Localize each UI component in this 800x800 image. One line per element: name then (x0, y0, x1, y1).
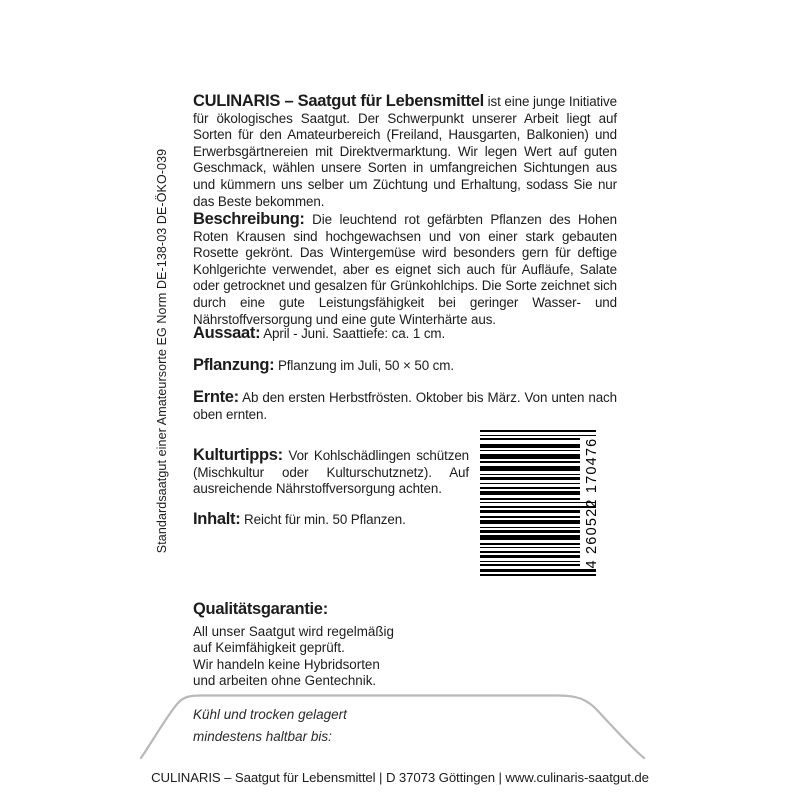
barcode-bar (480, 530, 580, 533)
section-aussaat-label: Aussaat: (193, 324, 261, 342)
barcode-bar (480, 506, 596, 508)
barcode-bar (480, 444, 580, 448)
section-kulturtipps-text: Vor Kohlschädlingen schützen (Mischkultur oder Kulturschutznetz). Auf ausreichende Nährstoffversorgung achten. (193, 448, 470, 497)
side-certification-label: Standardsaatgut einer Amateursorte EG Norm DE-138-03 DE-ÖKO-039 (155, 148, 169, 554)
barcode-bar (480, 450, 580, 451)
barcode-bar (480, 430, 596, 432)
barcode-bar (480, 569, 596, 572)
section-ernte (193, 389, 617, 423)
barcode-bar (480, 564, 580, 566)
storage-line: mindestens haltbar bis: (193, 729, 332, 744)
barcode-bar (480, 487, 580, 489)
footer-address: CULINARIS – Saatgut für Lebensmittel | D 37073 Göttingen | www.culinaris-saatgut.de (151, 770, 649, 785)
barcode-bars (480, 430, 596, 576)
section-kulturtipps-label: Kulturtipps: (193, 446, 283, 464)
barcode-bar (480, 527, 580, 528)
section-beschreibung-text: Die leuchtend rot gefärbten Pflanzen des Hohen Roten Krausen sind hochgewachsen und von einer stark gebauten Rosette gekrönt. Das Wintergemüse wird besonders gern für deftige Kohlgerichte verwendet, aber es eignet sich auch für Aufläufe, Salate oder getrocknet und gesalzen für Grünkohlchips. Die Sorte zeichnet sich durch eine gute Leistungsfähigkeit bei geringer Wasser- und Nährstoffversorgung und eine gute Winterhärte aus. (193, 212, 617, 327)
barcode-bar (480, 477, 580, 480)
barcode-bar (480, 510, 580, 513)
barcode-number: 4 260522 170476 (584, 437, 600, 569)
barcode-bar (480, 438, 580, 440)
barcode-bar (480, 561, 580, 562)
barcode-bar (480, 491, 580, 495)
storage-note (193, 704, 347, 748)
barcode-bar (480, 551, 580, 553)
ean-barcode (480, 430, 600, 580)
quality-title: Qualitätsgarantie: (193, 600, 328, 618)
quality-guarantee (193, 601, 493, 690)
barcode-bar (480, 516, 580, 518)
barcode-bar (480, 520, 580, 524)
section-pflanzung-text: Pflanzung im Juli, 50 × 50 cm. (277, 358, 454, 373)
section-aussaat (193, 325, 617, 343)
section-inhalt-label: Inhalt: (193, 510, 241, 528)
barcode-bar (480, 466, 580, 471)
barcode-bar (480, 574, 596, 576)
section-inhalt-text: Reicht für min. 50 Pflanzen. (244, 512, 406, 527)
intro-paragraph (193, 93, 617, 210)
quality-line: und arbeiten ohne Gentechnik. (193, 673, 377, 689)
quality-line: auf Keimfähigkeit geprüft. (193, 640, 345, 656)
barcode-bar (480, 454, 580, 459)
section-aussaat-text: April - Juni. Saattiefe: ca. 1 cm. (263, 326, 446, 341)
barcode-bar (480, 498, 580, 500)
barcode-bar (480, 543, 580, 545)
barcode-bar (480, 555, 580, 558)
section-ernte-label: Ernte: (193, 388, 239, 406)
brand-lead: CULINARIS – Saatgut für Lebensmittel (193, 92, 484, 110)
barcode-bar (480, 474, 580, 475)
section-ernte-text: Ab den ersten Herbstfrösten. Oktober bis März. Von unten nach oben ernten. (193, 390, 617, 422)
barcode-bar (480, 461, 580, 463)
barcode-bar (480, 502, 596, 503)
barcode-bar (480, 435, 596, 436)
storage-line: Kühl und trocken gelagert (193, 707, 347, 722)
barcode-bar (480, 547, 580, 548)
quality-line: All unser Saatgut wird regelmäßig (193, 623, 394, 639)
section-beschreibung-label: Beschreibung: (193, 210, 305, 228)
section-inhalt (193, 511, 469, 529)
intro-text: ist eine junge Initiative für ökologisches Saatgut. Der Schwerpunkt unserer Arbeit liegt auf Sorten für den Amateurbereich (Freiland, Hausgarten, Balkonien) und Erwerbsgärtnereien mit Direktvermarktung. Wir legen Wert auf guten Geschmack, wählen unsere Sorten in umfangreichen Sichtungen aus und kümmern uns selber um Züchtung und Erhaltung, sodass Sie nur das Beste bekommen. (193, 94, 617, 209)
section-kulturtipps (193, 447, 469, 498)
section-pflanzung (193, 357, 617, 375)
section-pflanzung-label: Pflanzung: (193, 356, 275, 374)
section-beschreibung (193, 211, 617, 328)
quality-line: Wir handeln keine Hybridsorten (193, 656, 380, 672)
barcode-bar (480, 535, 580, 540)
barcode-bar (480, 483, 580, 484)
